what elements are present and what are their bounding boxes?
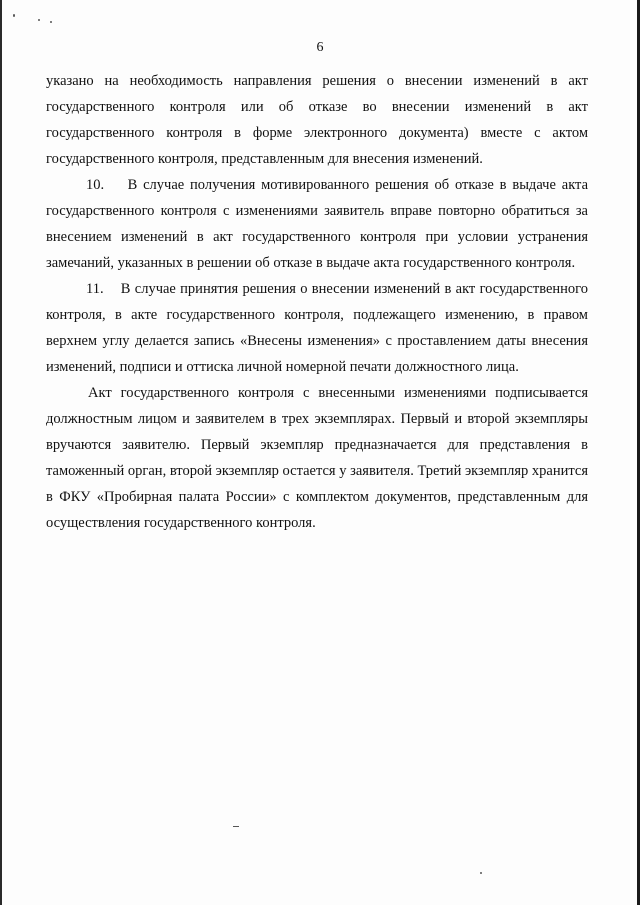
scan-speck [38,19,40,21]
paragraph-item-11: 11. В случае принятия решения о внесении изменений в акт государственного контроля, в акте государственного контроля, подлежащего изменению, в правом верхнем углу делается запись «Внесены изменения» с проставлением даты внесения изменений, подписи и оттиска личной номерной печати должностного лица. [46,281,592,375]
scan-edge-left [0,0,2,905]
document-body [46,68,592,536]
scan-speck [13,14,15,17]
scan-speck [233,826,239,827]
paragraph-item-10: 10. В случае получения мотивированного решения об отказе в выдаче акта государственного контроля с изменениями заявитель вправе повторно обратиться за внесением изменений в акт государственного контроля при условии устранения замечаний, указанных в решении об отказе в выдаче акта государственного контроля. [46,177,592,271]
scan-speck [50,21,52,23]
scan-speck [480,872,482,874]
page-number: 6 [316,40,324,55]
paragraph-signing: Акт государственного контроля с внесенными изменениями подписывается должностным лицом и заявителем в трех экземплярах. Первый и второй экземпляры вручаются заявителю. Первый экземпляр предназначается для представления в таможенный орган, второй экземпляр остается у заявителя. Третий экземпляр хранится в ФКУ «Пробирная палата России» с комплектом документов, представленным для осуществления государственного контроля. [46,385,588,531]
paragraph-continuation: указано на необходимость направления решения о внесении изменений в акт государственного контроля или об отказе во внесении изменений в акт государственного контроля в форме электронного документа) вместе с актом государственного контроля, представленным для внесения изменений. [46,73,588,167]
